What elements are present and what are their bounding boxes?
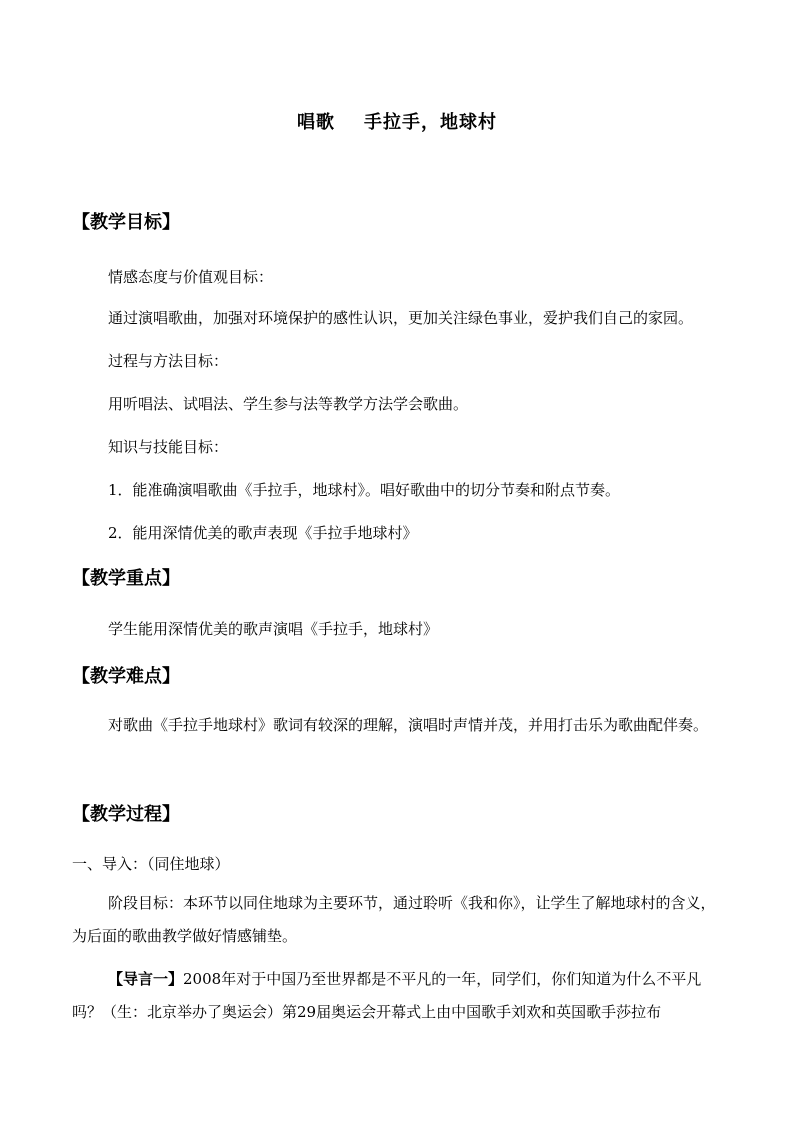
skill-goal-label: 知识与技能目标： <box>108 438 229 456</box>
lead-label: 【导言一】 <box>108 970 184 988</box>
lead-paragraph <box>72 963 722 1029</box>
process-goal-label: 过程与方法目标： <box>108 352 229 370</box>
goals-heading: 【教学目标】 <box>72 212 180 233</box>
key-points-text: 学生能用深情优美的歌声演唱《手拉手，地球村》 <box>108 620 439 638</box>
emotion-goal-text: 通过演唱歌曲，加强对环境保护的感性认识，更加关注绿色事业，爱护我们自己的家园。 <box>108 309 694 327</box>
skill-goal-item-2: 2．能用深情优美的歌声表现《手拉手地球村》 <box>108 524 418 542</box>
difficulties-heading: 【教学难点】 <box>72 666 180 687</box>
lead-text: 2008年对于中国乃至世界都是不平凡的一年，同学们，你们知道为什么不平凡吗？（生：北京举办了奥运会）第29届奥运会开幕式上由中国歌手刘欢和英国歌手莎拉布 <box>72 970 702 1021</box>
document-title: 唱歌 手拉手，地球村 <box>296 112 498 133</box>
difficulties-text: 对歌曲《手拉手地球村》歌词有较深的理解，演唱时声情并茂，并用打击乐为歌曲配伴奏。 <box>108 716 709 734</box>
skill-goal-item-1: 1．能准确演唱歌曲《手拉手，地球村》。唱好歌曲中的切分节奏和附点节奏。 <box>108 481 621 499</box>
key-points-heading: 【教学重点】 <box>72 568 180 589</box>
intro-section-title: 一、导入：（同住地球） <box>72 855 230 873</box>
process-heading: 【教学过程】 <box>72 804 180 825</box>
emotion-goal-label: 情感态度与价值观目标： <box>108 268 274 286</box>
process-goal-text: 用听唱法、试唱法、学生参与法等教学方法学会歌曲。 <box>108 395 469 413</box>
stage-goal-text: 阶段目标：本环节以同住地球为主要环节，通过聆听《我和你》，让学生了解地球村的含义，为后面的歌曲教学做好情感铺垫。 <box>72 894 716 945</box>
